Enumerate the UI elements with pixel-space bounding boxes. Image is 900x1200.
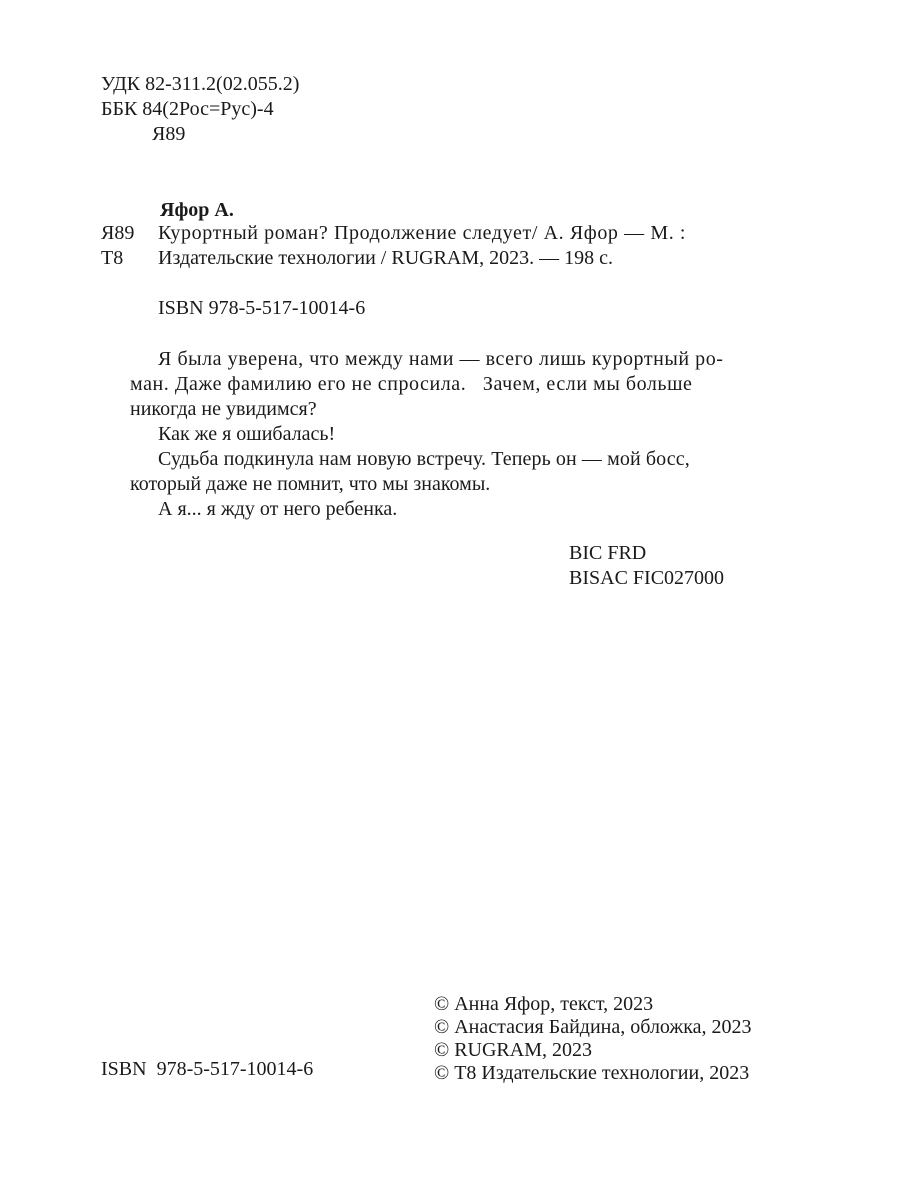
author-name: Яфор А. — [160, 199, 234, 221]
annotation-line-2: ман. Даже фамилию его не спросила. Зачем, если мы больше — [130, 373, 693, 395]
udk-code: УДК 82-311.2(02.055.2) — [101, 73, 300, 95]
copyright-line: © RUGRAM, 2023 — [434, 1039, 592, 1061]
margin-mark-author: Я89 — [101, 222, 135, 244]
isbn-main: ISBN 978-5-517-10014-6 — [158, 297, 366, 319]
margin-mark-publisher: Т8 — [101, 247, 124, 269]
annotation-line-7: А я... я жду от него ребенка. — [158, 498, 398, 520]
bbk-code: ББК 84(2Рос=Рус)-4 — [101, 98, 274, 120]
author-mark: Я89 — [152, 123, 186, 145]
annotation-line-1: Я была уверена, что между нами — всего лишь курортный ро- — [158, 348, 724, 370]
bisac-code: BISAC FIC027000 — [569, 567, 725, 589]
annotation-line-5: Судьба подкинула нам новую встречу. Теперь он — мой босс, — [158, 448, 690, 470]
annotation-line-6: который даже не помнит, что мы знакомы. — [130, 473, 491, 495]
bibliographic-line-1: Курортный роман? Продолжение следует/ А. Яфор — М. : — [158, 222, 687, 244]
isbn-footer: ISBN 978-5-517-10014-6 — [101, 1058, 314, 1080]
copyright-line: © Анна Яфор, текст, 2023 — [434, 993, 654, 1015]
copyright-line: © Анастасия Байдина, обложка, 2023 — [434, 1016, 752, 1038]
bibliographic-line-2: Издательские технологии / RUGRAM, 2023. — 198 с. — [158, 247, 614, 269]
annotation-line-4: Как же я ошибалась! — [158, 423, 336, 445]
copyright-line: © Т8 Издательские технологии, 2023 — [434, 1062, 750, 1084]
bic-code: BIC FRD — [569, 542, 647, 564]
annotation-line-3: никогда не увидимся? — [130, 398, 317, 420]
